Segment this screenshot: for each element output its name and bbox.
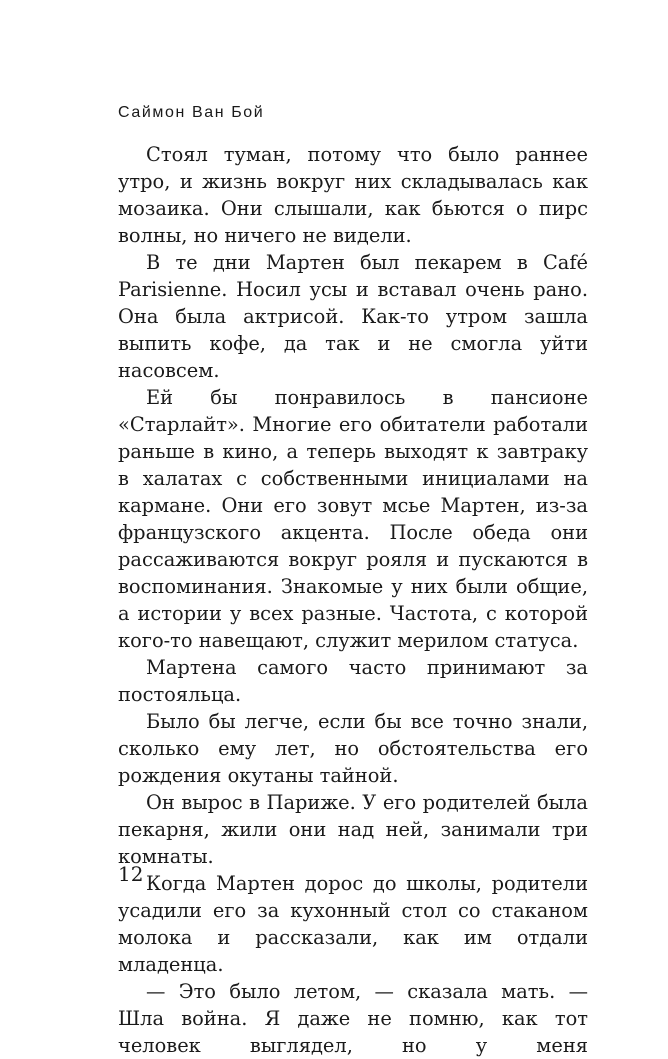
paragraph: Он вырос в Париже. У его родителей была пекарня, жили они над ней, занимали три комнаты. bbox=[118, 791, 588, 868]
paragraph: Мартена самого часто принимают за постояльца. bbox=[118, 656, 588, 706]
paragraph: Стоял туман, потому что было раннее утро, и жизнь вокруг них складывалась как мозаика. Они слышали, как бьются о пирс волны, но ничего не видели. bbox=[118, 143, 588, 247]
paragraph: Когда Мартен дорос до школы, родители усадили его за кухонный стол со стаканом молока и рассказали, как им отдали младенца. bbox=[118, 872, 588, 976]
paragraph: Было бы легче, если бы все точно знали, сколько ему лет, но обстоятельства его рождения окутаны тайной. bbox=[118, 710, 588, 787]
running-head-author: Саймон Ван Бой bbox=[118, 104, 265, 121]
body-text bbox=[118, 141, 588, 1059]
paragraph: Ей бы понравилось в пансионе «Старлайт». Многие его обитатели работали раньше в кино, а теперь выходят к завтраку в халатах с собственными инициалами на кармане. Они его зовут мсье Мартен, из-за французского акцента. После обеда они рассаживаются вокруг рояля и пускаются в воспоминания. Знакомые у них были общие, а истории у всех разные. Частота, с которой кого-то навещают, служит мерилом статуса. bbox=[118, 386, 588, 652]
paragraph: — Это было летом, — сказала мать. — Шла война. Я даже не помню, как тот человек выглядел, но у меня bbox=[118, 980, 588, 1057]
paragraph: В те дни Мартен был пекарем в Café Parisienne. Носил усы и вставал очень рано. Она была актрисой. Как-то утром зашла выпить кофе, да так и не смогла уйти насовсем. bbox=[118, 251, 588, 382]
page-number: 12 bbox=[118, 862, 144, 886]
